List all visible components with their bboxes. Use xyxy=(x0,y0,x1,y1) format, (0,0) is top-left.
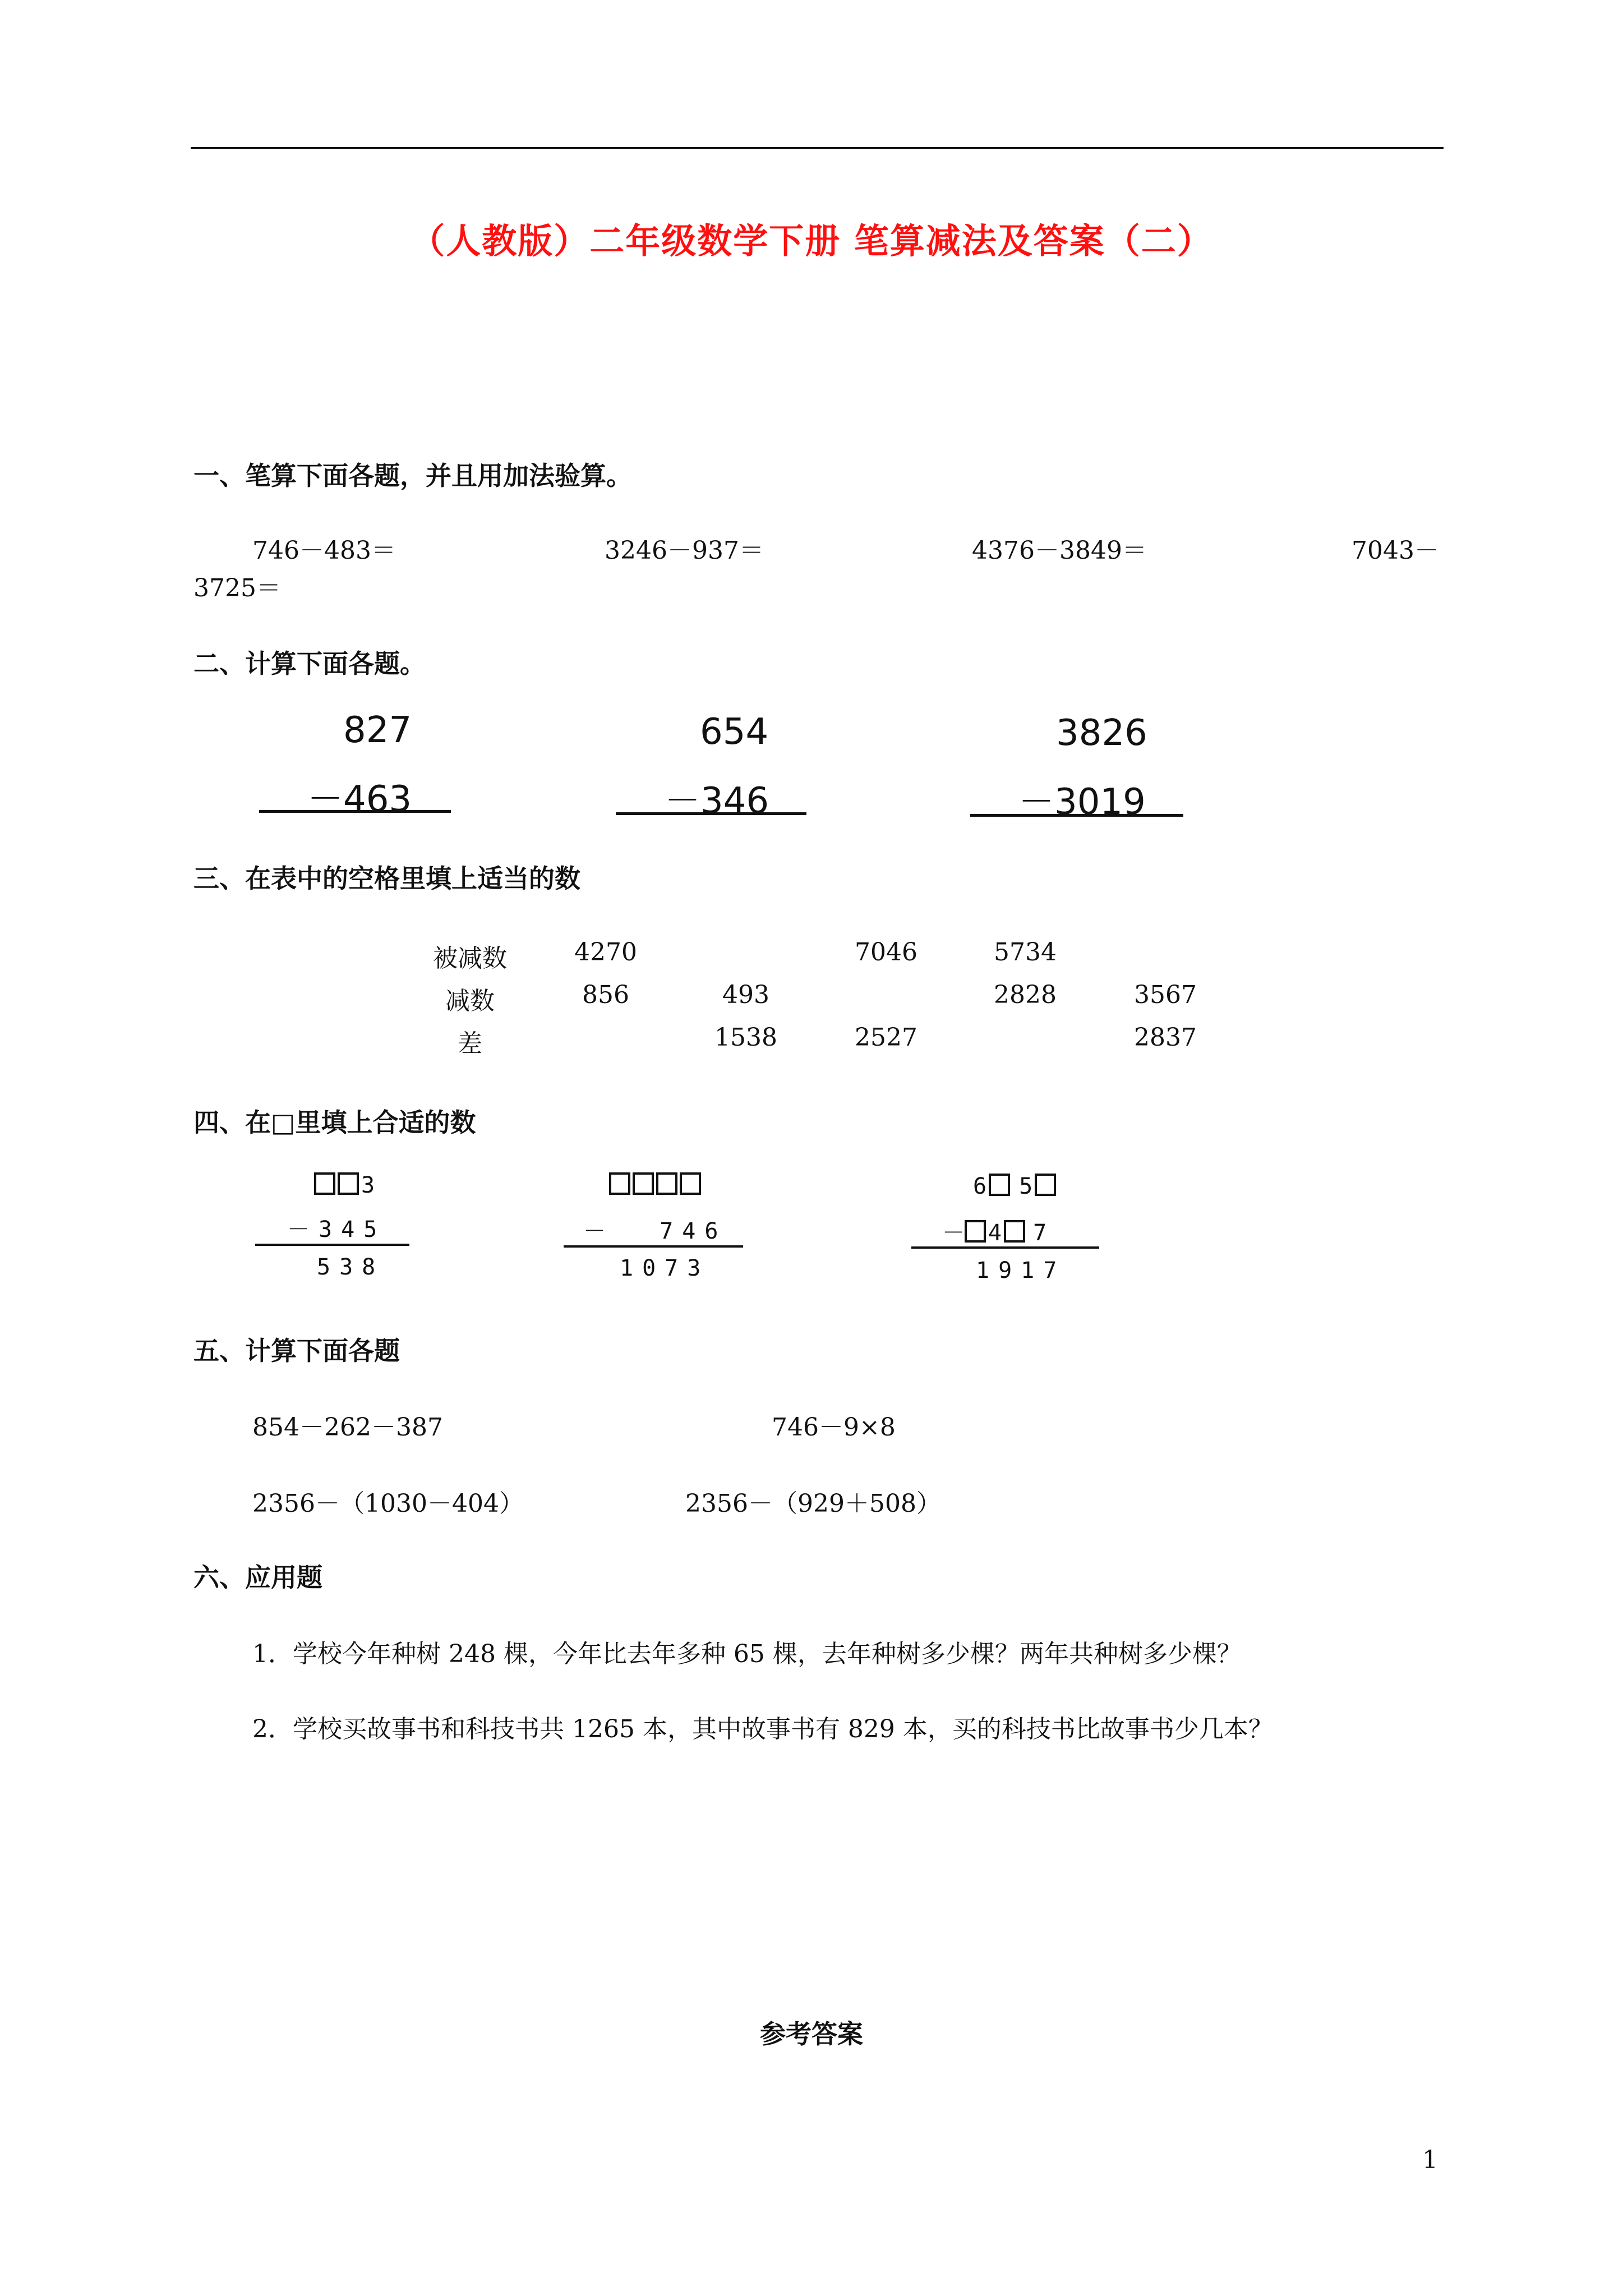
section1-item-4-wrap: 3725＝ xyxy=(193,574,281,602)
blank-box[interactable] xyxy=(656,1172,677,1195)
blank-box[interactable] xyxy=(633,1172,654,1195)
blank-box[interactable] xyxy=(609,1172,630,1195)
fill-box-problem-2-minus: － 746 xyxy=(583,1218,727,1244)
table-cell: 2828 xyxy=(994,981,1057,1009)
digit: 6 xyxy=(973,1174,987,1199)
section5-item-4: 2356－（929＋508） xyxy=(685,1489,941,1518)
word-problem-2: 2．学校买故事书和科技书共 1265 本，其中故事书有 829 本，买的科技书比故事书少几本？ xyxy=(252,1715,1273,1743)
digit: 7 xyxy=(1033,1220,1047,1246)
table-cell: 7046 xyxy=(855,938,917,967)
blank-box[interactable] xyxy=(314,1172,335,1195)
fill-box-problem-1-minus: －345 xyxy=(287,1217,386,1243)
table-cell: 493 xyxy=(722,981,769,1009)
fill-box-problem-3-line xyxy=(911,1246,1099,1249)
section1-item-2: 3246－937＝ xyxy=(605,536,764,565)
section3-heading: 三、在表中的空格里填上适当的数 xyxy=(193,863,580,894)
section1-heading: 一、笔算下面各题，并且用加法验算。 xyxy=(193,461,632,491)
fill-box-problem-3-result: 1917 xyxy=(976,1258,1066,1283)
table-row-label-subtrahend: 减数 xyxy=(445,987,495,1015)
table-row-label-difference: 差 xyxy=(458,1029,482,1058)
vertical-problem-2-bottom: －346 xyxy=(665,780,769,822)
table-cell: 2837 xyxy=(1134,1023,1197,1052)
answers-heading: 参考答案 xyxy=(760,2019,863,2049)
table-cell: 2527 xyxy=(855,1023,917,1052)
page-title: （人教版）二年级数学下册 笔算减法及答案（二） xyxy=(410,220,1213,261)
minus-sign: － xyxy=(942,1220,965,1246)
digit: 5 xyxy=(1019,1174,1033,1199)
vertical-problem-3-top: 3826 xyxy=(1056,712,1147,754)
section5-heading: 五、计算下面各题 xyxy=(193,1336,400,1366)
blank-box[interactable] xyxy=(989,1174,1010,1196)
digit: 4 xyxy=(988,1220,1002,1246)
fill-box-problem-2-line xyxy=(564,1245,743,1248)
top-rule xyxy=(191,147,1444,149)
vertical-problem-3-bottom: －3019 xyxy=(1018,781,1146,823)
word-problem-1: 1．学校今年种树 248 棵，今年比去年多种 65 棵，去年种树多少棵？两年共种树多少棵？ xyxy=(252,1640,1242,1668)
section1-item-3: 4376－3849＝ xyxy=(972,536,1147,565)
page-number: 1 xyxy=(1422,2146,1438,2174)
blank-box[interactable] xyxy=(1004,1220,1025,1243)
table-row-label-minuend: 被减数 xyxy=(433,944,507,973)
vertical-problem-3-line xyxy=(970,814,1183,817)
fill-box-problem-3-top xyxy=(973,1174,1058,1199)
vertical-problem-1-line xyxy=(259,810,451,813)
fill-box-problem-1-line xyxy=(255,1244,409,1246)
section5-item-3: 2356－（1030－404） xyxy=(252,1489,524,1518)
fill-box-problem-1-result: 538 xyxy=(317,1254,385,1280)
table-cell: 856 xyxy=(582,981,629,1009)
vertical-problem-1-top: 827 xyxy=(343,710,412,751)
digit: 3 xyxy=(361,1172,375,1198)
blank-box[interactable] xyxy=(965,1220,986,1243)
section2-heading: 二、计算下面各题。 xyxy=(193,648,426,679)
vertical-problem-2-top: 654 xyxy=(700,711,769,753)
vertical-problem-2-line xyxy=(616,812,806,815)
blank-box[interactable] xyxy=(338,1172,359,1195)
section4-heading: 四、在□里填上合适的数 xyxy=(193,1107,476,1138)
table-cell: 3567 xyxy=(1134,981,1197,1009)
fill-box-problem-2-result: 1073 xyxy=(620,1255,710,1281)
table-cell: 5734 xyxy=(994,938,1057,967)
section5-item-1: 854－262－387 xyxy=(252,1413,443,1442)
section1-item-4: 7043－ xyxy=(1352,536,1439,565)
table-cell: 4270 xyxy=(574,938,637,967)
section1-item-1: 746－483＝ xyxy=(252,536,396,565)
section6-heading: 六、应用题 xyxy=(193,1562,322,1593)
table-cell: 1538 xyxy=(714,1023,777,1052)
vertical-problem-1-bottom: －463 xyxy=(307,779,412,820)
blank-box[interactable] xyxy=(1035,1174,1056,1196)
fill-box-problem-2-top xyxy=(609,1172,703,1198)
fill-box-problem-3-minus xyxy=(942,1215,1046,1247)
blank-box[interactable] xyxy=(680,1172,701,1195)
section5-item-2: 746－9×8 xyxy=(772,1413,896,1442)
fill-box-problem-1-top xyxy=(314,1172,375,1198)
